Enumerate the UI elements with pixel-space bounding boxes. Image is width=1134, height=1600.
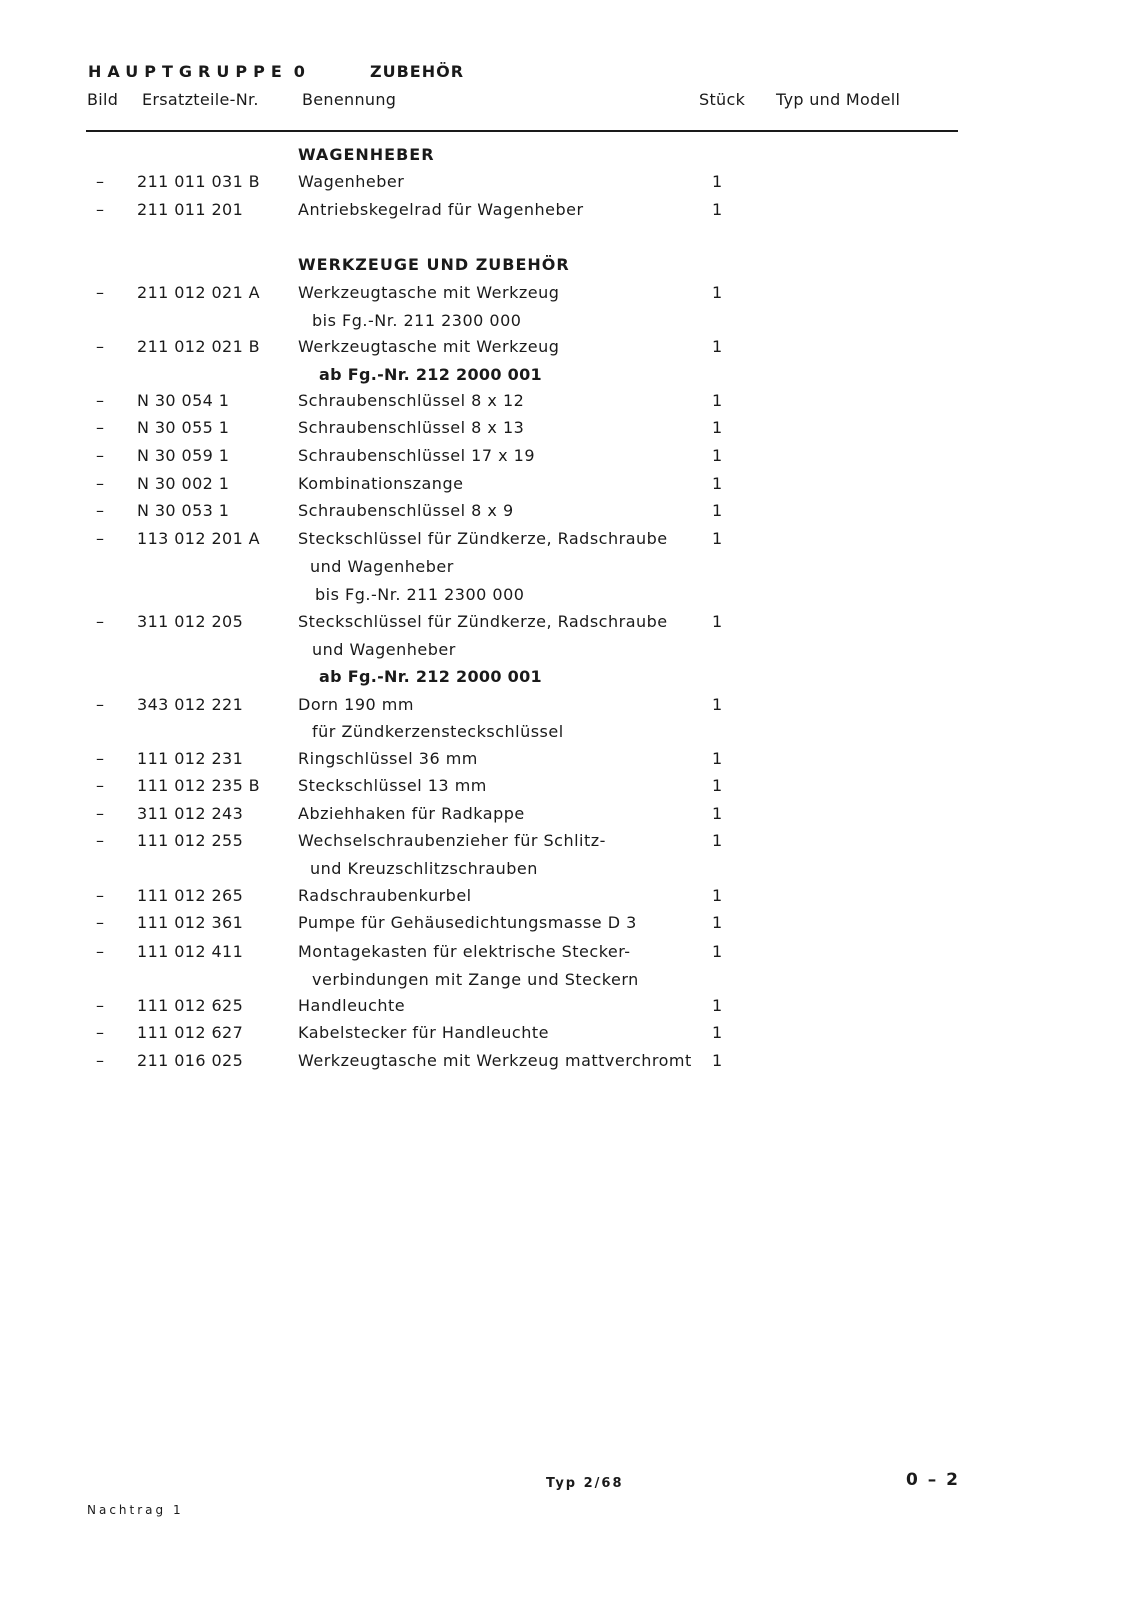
part-number: 311 012 243 [137,804,244,823]
parts-row [0,391,1000,413]
parts-row [0,996,1000,1018]
part-number: 211 011 031 B [137,172,261,191]
quantity: 1 [712,749,723,768]
bild-cell: – [96,474,104,493]
bild-cell: – [96,913,104,932]
part-name: Antriebskegelrad für Wagenheber [298,200,584,219]
bild-cell: – [96,776,104,795]
page-number: 0 – 2 [906,1470,960,1490]
part-name: Steckschlüssel 13 mm [298,776,487,795]
description-continuation: und Wagenheber [312,640,456,659]
part-name: Werkzeugtasche mit Werkzeug [298,337,560,356]
quantity: 1 [712,776,723,795]
chassis-note: bis Fg.-Nr. 211 2300 000 [315,585,525,604]
part-name: Handleuchte [298,996,406,1015]
part-name: Werkzeugtasche mit Werkzeug [298,283,560,302]
part-number: 111 012 411 [137,942,244,961]
parts-row [0,886,1000,908]
column-header-bild: Bild [87,90,119,109]
parts-row [0,831,1000,853]
bild-cell: – [96,529,104,548]
part-number: 111 012 625 [137,996,244,1015]
bild-cell: – [96,337,104,356]
bild-cell: – [96,418,104,437]
description-continuation: und Kreuzschlitzschrauben [310,859,538,878]
parts-row [0,474,1000,496]
part-number: 211 011 201 [137,200,244,219]
part-name: Schraubenschlüssel 8 x 13 [298,418,525,437]
parts-row [0,749,1000,771]
part-name: Schraubenschlüssel 17 x 19 [298,446,536,465]
description-continuation: für Zündkerzensteckschlüssel [312,722,564,741]
quantity: 1 [712,913,723,932]
chassis-note: ab Fg.-Nr. 212 2000 001 [319,667,542,686]
parts-row [0,283,1000,305]
model-type-footer: Typ 2/68 [546,1476,624,1491]
parts-row [0,200,1000,222]
group-title: ZUBEHÖR [370,62,465,81]
bild-cell: – [96,1051,104,1070]
part-name: Ringschlüssel 36 mm [298,749,478,768]
description-continuation: verbindungen mit Zange und Steckern [312,970,639,989]
parts-row [0,913,1000,935]
part-number: N 30 002 1 [137,474,230,493]
part-number: 311 012 205 [137,612,244,631]
bild-cell: – [96,831,104,850]
quantity: 1 [712,529,723,548]
description-continuation: und Wagenheber [310,557,454,576]
part-number: 211 016 025 [137,1051,244,1070]
bild-cell: – [96,804,104,823]
parts-row [0,804,1000,826]
bild-cell: – [96,1023,104,1042]
quantity: 1 [712,886,723,905]
quantity: 1 [712,831,723,850]
part-name: Kabelstecker für Handleuchte [298,1023,549,1042]
part-number: 211 012 021 B [137,337,261,356]
part-name: Steckschlüssel für Zündkerze, Radschraube [298,529,668,548]
quantity: 1 [712,695,723,714]
parts-row [0,695,1000,717]
bild-cell: – [96,749,104,768]
page-heading [88,62,465,81]
part-name: Kombinationszange [298,474,464,493]
bild-cell: – [96,886,104,905]
quantity: 1 [712,200,723,219]
part-name: Werkzeugtasche mit Werkzeug mattverchromt [298,1051,692,1070]
part-number: 111 012 235 B [137,776,261,795]
quantity: 1 [712,446,723,465]
part-number: N 30 054 1 [137,391,230,410]
bild-cell: – [96,446,104,465]
parts-row [0,942,1000,964]
part-number: 111 012 255 [137,831,244,850]
parts-row [0,446,1000,468]
part-number: 111 012 265 [137,886,244,905]
parts-row [0,529,1000,551]
bild-cell: – [96,200,104,219]
part-number: 111 012 361 [137,913,244,932]
parts-row [0,1023,1000,1045]
section-title-werkzeuge: WERKZEUGE UND ZUBEHÖR [298,255,570,274]
column-header-qty: Stück [699,90,746,109]
chassis-note: ab Fg.-Nr. 212 2000 001 [319,365,542,384]
part-number: 111 012 231 [137,749,244,768]
group-label: HAUPTGRUPPE [88,62,288,81]
part-name: Abziehhaken für Radkappe [298,804,525,823]
part-name: Steckschlüssel für Zündkerze, Radschraube [298,612,668,631]
bild-cell: – [96,996,104,1015]
part-name: Schraubenschlüssel 8 x 9 [298,501,514,520]
bild-cell: – [96,172,104,191]
part-number: 211 012 021 A [137,283,261,302]
quantity: 1 [712,804,723,823]
quantity: 1 [712,283,723,302]
part-name: Dorn 190 mm [298,695,414,714]
part-name: Wagenheber [298,172,405,191]
part-number: N 30 059 1 [137,446,230,465]
part-name: Wechselschraubenzieher für Schlitz- [298,831,606,850]
parts-row [0,418,1000,440]
bild-cell: – [96,942,104,961]
column-header-name: Benennung [302,90,397,109]
quantity: 1 [712,337,723,356]
quantity: 1 [712,172,723,191]
parts-row [0,337,1000,359]
quantity: 1 [712,474,723,493]
column-header-part-no: Ersatzteile-Nr. [142,90,259,109]
parts-row [0,501,1000,523]
part-name: Schraubenschlüssel 8 x 12 [298,391,525,410]
bild-cell: – [96,501,104,520]
part-name: Pumpe für Gehäusedichtungsmasse D 3 [298,913,637,932]
quantity: 1 [712,612,723,631]
part-number: N 30 055 1 [137,418,230,437]
quantity: 1 [712,418,723,437]
chassis-note: bis Fg.-Nr. 211 2300 000 [312,311,522,330]
quantity: 1 [712,996,723,1015]
part-number: 113 012 201 A [137,529,261,548]
section-title-wagenheber: WAGENHEBER [298,145,435,164]
parts-row [0,1051,1000,1073]
bild-cell: – [96,283,104,302]
part-number: 111 012 627 [137,1023,244,1042]
bild-cell: – [96,391,104,410]
part-number: N 30 053 1 [137,501,230,520]
quantity: 1 [712,1023,723,1042]
quantity: 1 [712,501,723,520]
part-name: Radschraubenkurbel [298,886,472,905]
parts-row [0,172,1000,194]
quantity: 1 [712,1051,723,1070]
parts-row [0,612,1000,634]
column-header-model: Typ und Modell [776,90,901,109]
part-number: 343 012 221 [137,695,244,714]
header-divider [86,130,958,132]
part-name: Montagekasten für elektrische Stecker- [298,942,631,961]
bild-cell: – [96,695,104,714]
supplement-label: Nachtrag 1 [87,1503,184,1517]
group-number: 0 [293,62,305,81]
quantity: 1 [712,942,723,961]
parts-row [0,776,1000,798]
quantity: 1 [712,391,723,410]
bild-cell: – [96,612,104,631]
